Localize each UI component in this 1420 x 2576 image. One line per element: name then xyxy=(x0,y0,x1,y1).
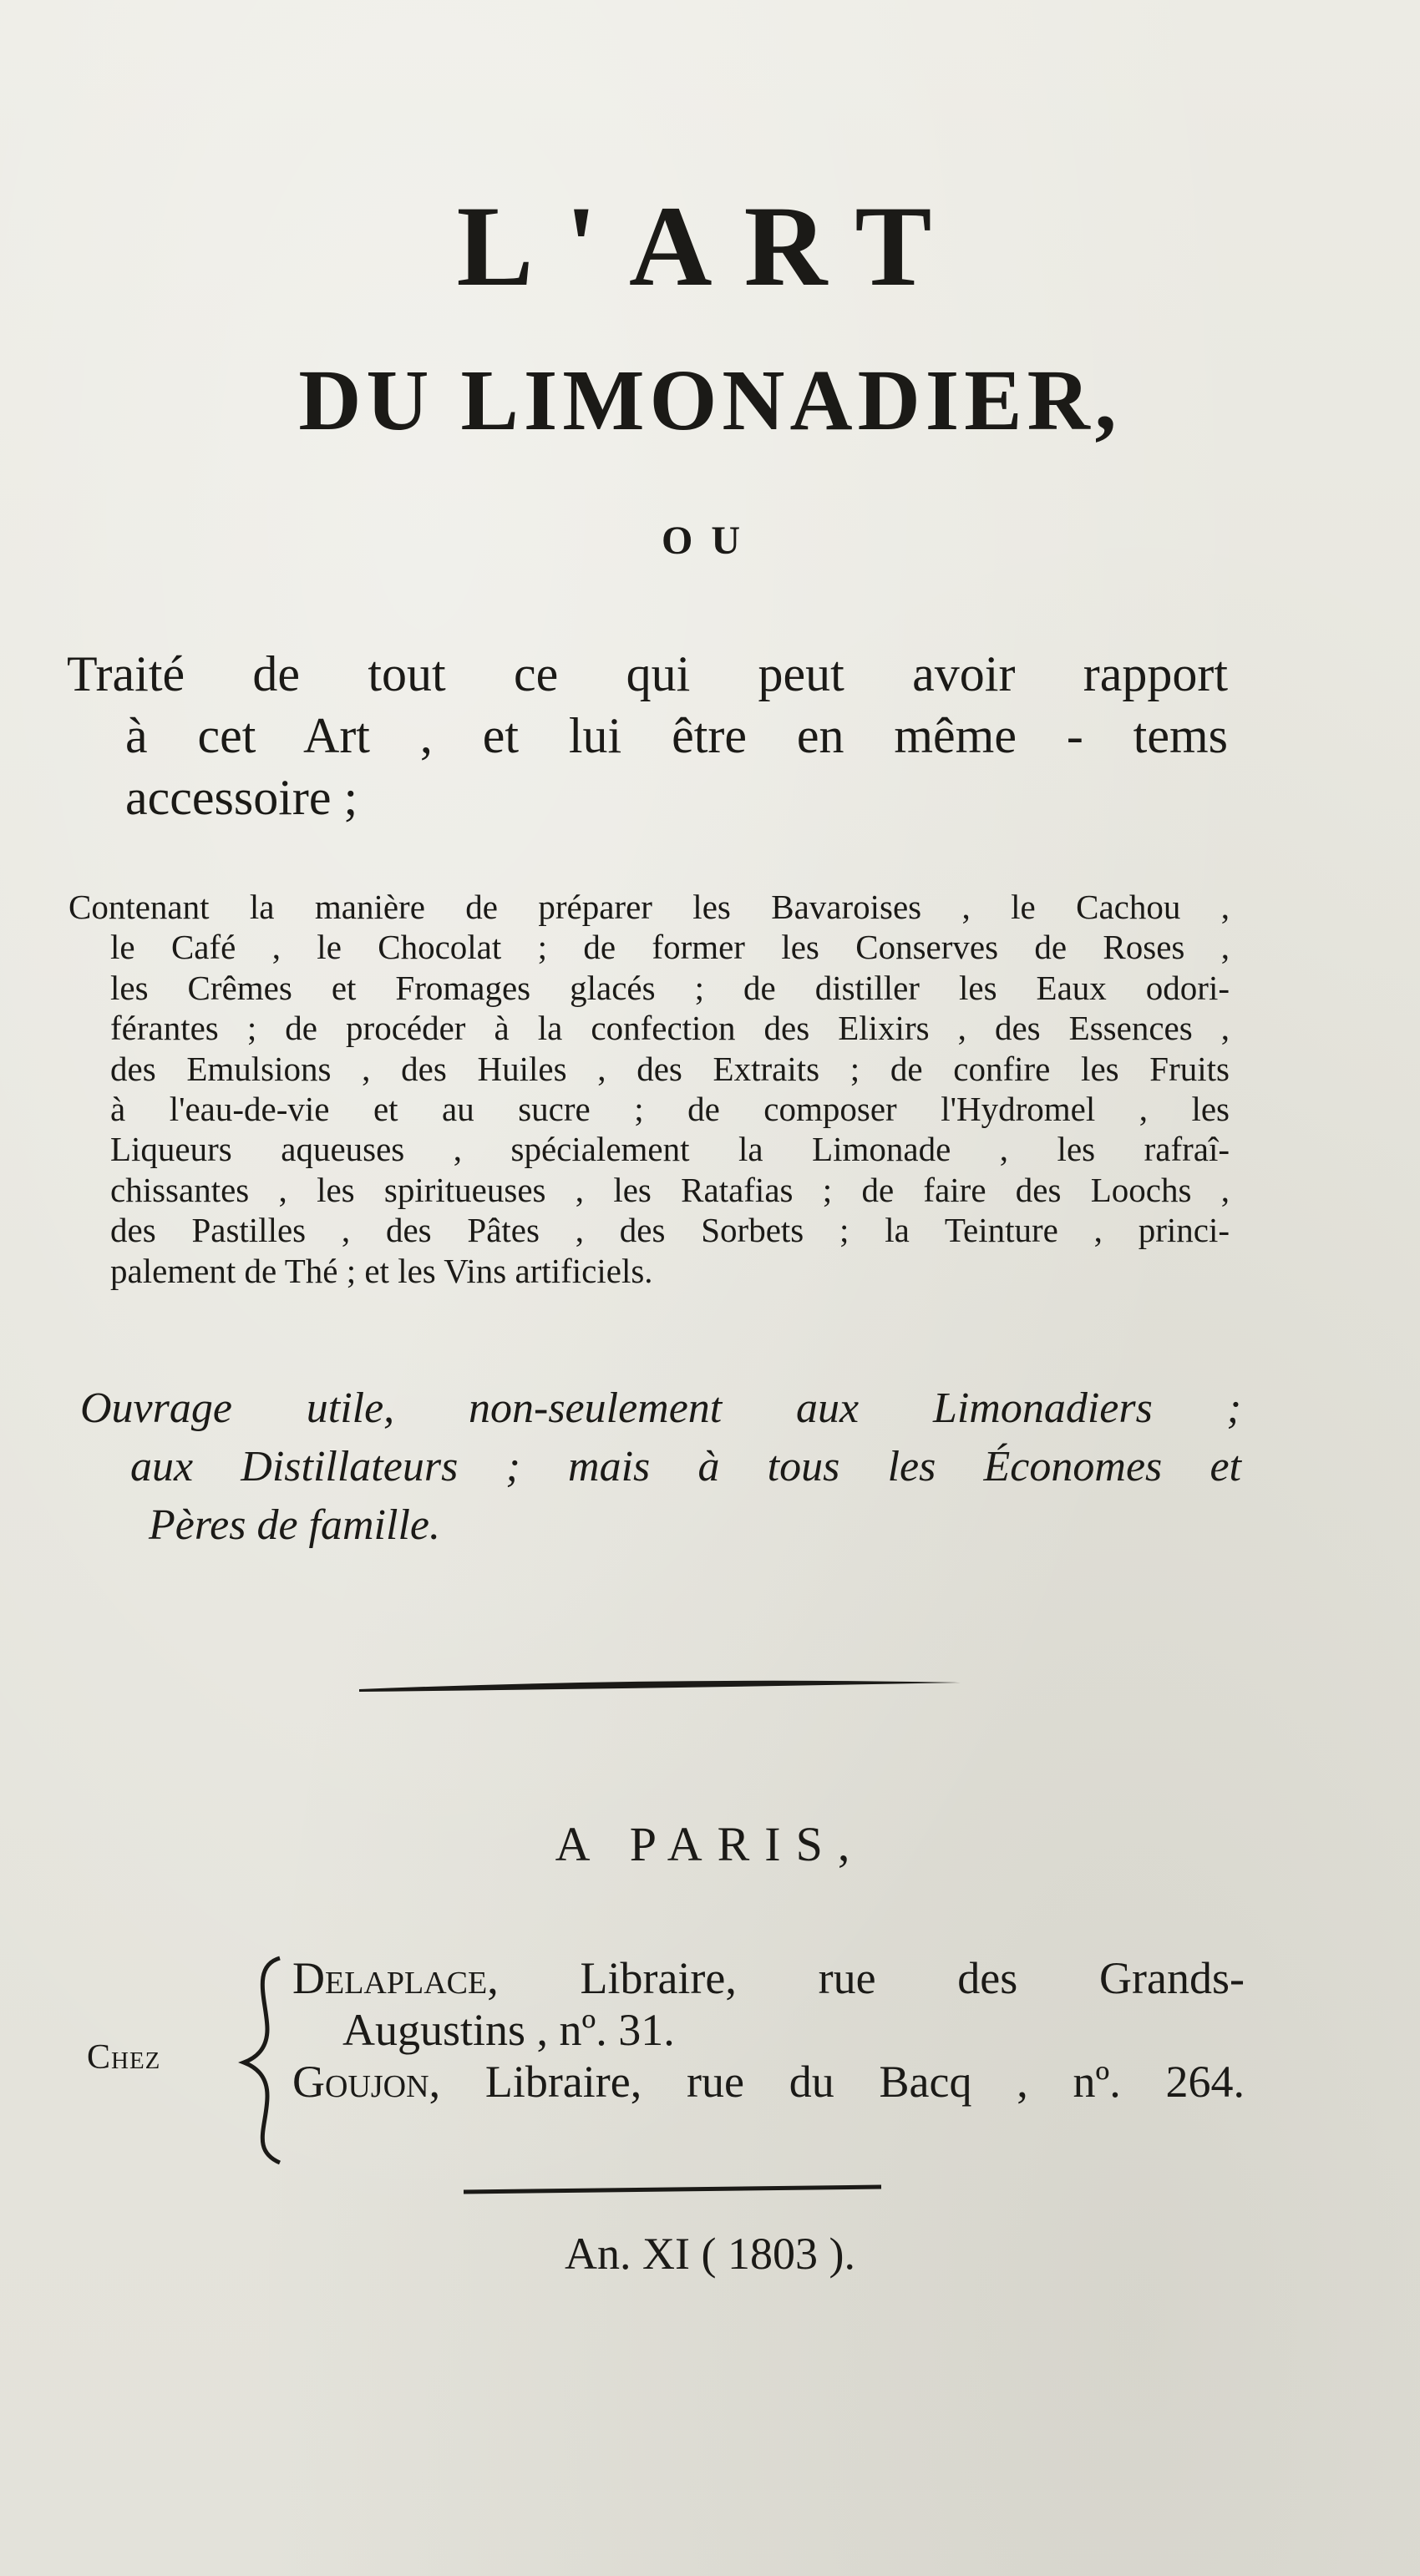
plain-rule-divider xyxy=(464,2187,881,2192)
audience-line-3: Pères de famille. xyxy=(149,1501,440,1549)
imprint-city: A PARIS, xyxy=(555,1817,865,1871)
publisher-2-name: Goujon xyxy=(292,2057,429,2107)
audience-line-1: Ouvrage utile, non-seulement aux Limonadiers ; xyxy=(80,1384,1241,1432)
contents-line: Contenant la manière de préparer les Bavaroises , le Cachou , xyxy=(68,888,1230,926)
title-line-1: L'ART xyxy=(456,182,964,310)
publisher-1-continuation: Augustins , nº. 31. xyxy=(342,2005,675,2055)
subtitle-line-1: Traité de tout ce qui peut avoir rapport xyxy=(67,646,1228,701)
subtitle-line-2: à cet Art , et lui être en même - tems xyxy=(125,708,1228,763)
publisher-2-address: , Libraire, rue du Bacq , nº. 264. xyxy=(429,2057,1245,2107)
title-line-2: DU LIMONADIER, xyxy=(298,352,1122,448)
imprint-date: An. XI ( 1803 ). xyxy=(565,2229,855,2279)
curly-brace xyxy=(244,1958,280,2163)
contents-line: le Café , le Chocolat ; de former les Conserves de Roses , xyxy=(110,928,1230,967)
contents-line: Liqueurs aqueuses , spécialement la Limonade , les rafraî- xyxy=(110,1130,1230,1169)
contents-line: chissantes , les spiritueuses , les Ratafias ; de faire des Loochs , xyxy=(110,1170,1230,1209)
imprint-chez: Chez xyxy=(87,2038,161,2077)
contents-line: palement de Thé ; et les Vins artificiels. xyxy=(110,1251,653,1290)
publisher-1-address: , Libraire, rue des Grands- xyxy=(487,1953,1245,2003)
swelled-rule-divider xyxy=(359,1681,961,1692)
contents-line: des Emulsions , des Huiles , des Extraits ; de confire les Fruits xyxy=(110,1049,1230,1088)
imprint-publishers xyxy=(292,1952,1245,2108)
contents-line: les Crêmes et Fromages glacés ; de distiller les Eaux odori- xyxy=(110,968,1230,1007)
publisher-2-line xyxy=(292,2056,1245,2108)
audience-line-2: aux Distillateurs ; mais à tous les Économes et xyxy=(130,1443,1241,1490)
publisher-1-name: Delaplace xyxy=(292,1953,488,2003)
contents-line: des Pastilles , des Pâtes , des Sorbets ; la Teinture , princi- xyxy=(110,1211,1230,1250)
publisher-1-line xyxy=(292,1952,1245,2004)
contents-line: férantes ; de procéder à la confection des Elixirs , des Essences , xyxy=(110,1009,1230,1048)
conjunction-ou: OU xyxy=(662,519,758,563)
subtitle-line-3: accessoire ; xyxy=(125,770,358,825)
contents-line: à l'eau-de-vie et au sucre ; de composer l'Hydromel , les xyxy=(110,1090,1230,1129)
